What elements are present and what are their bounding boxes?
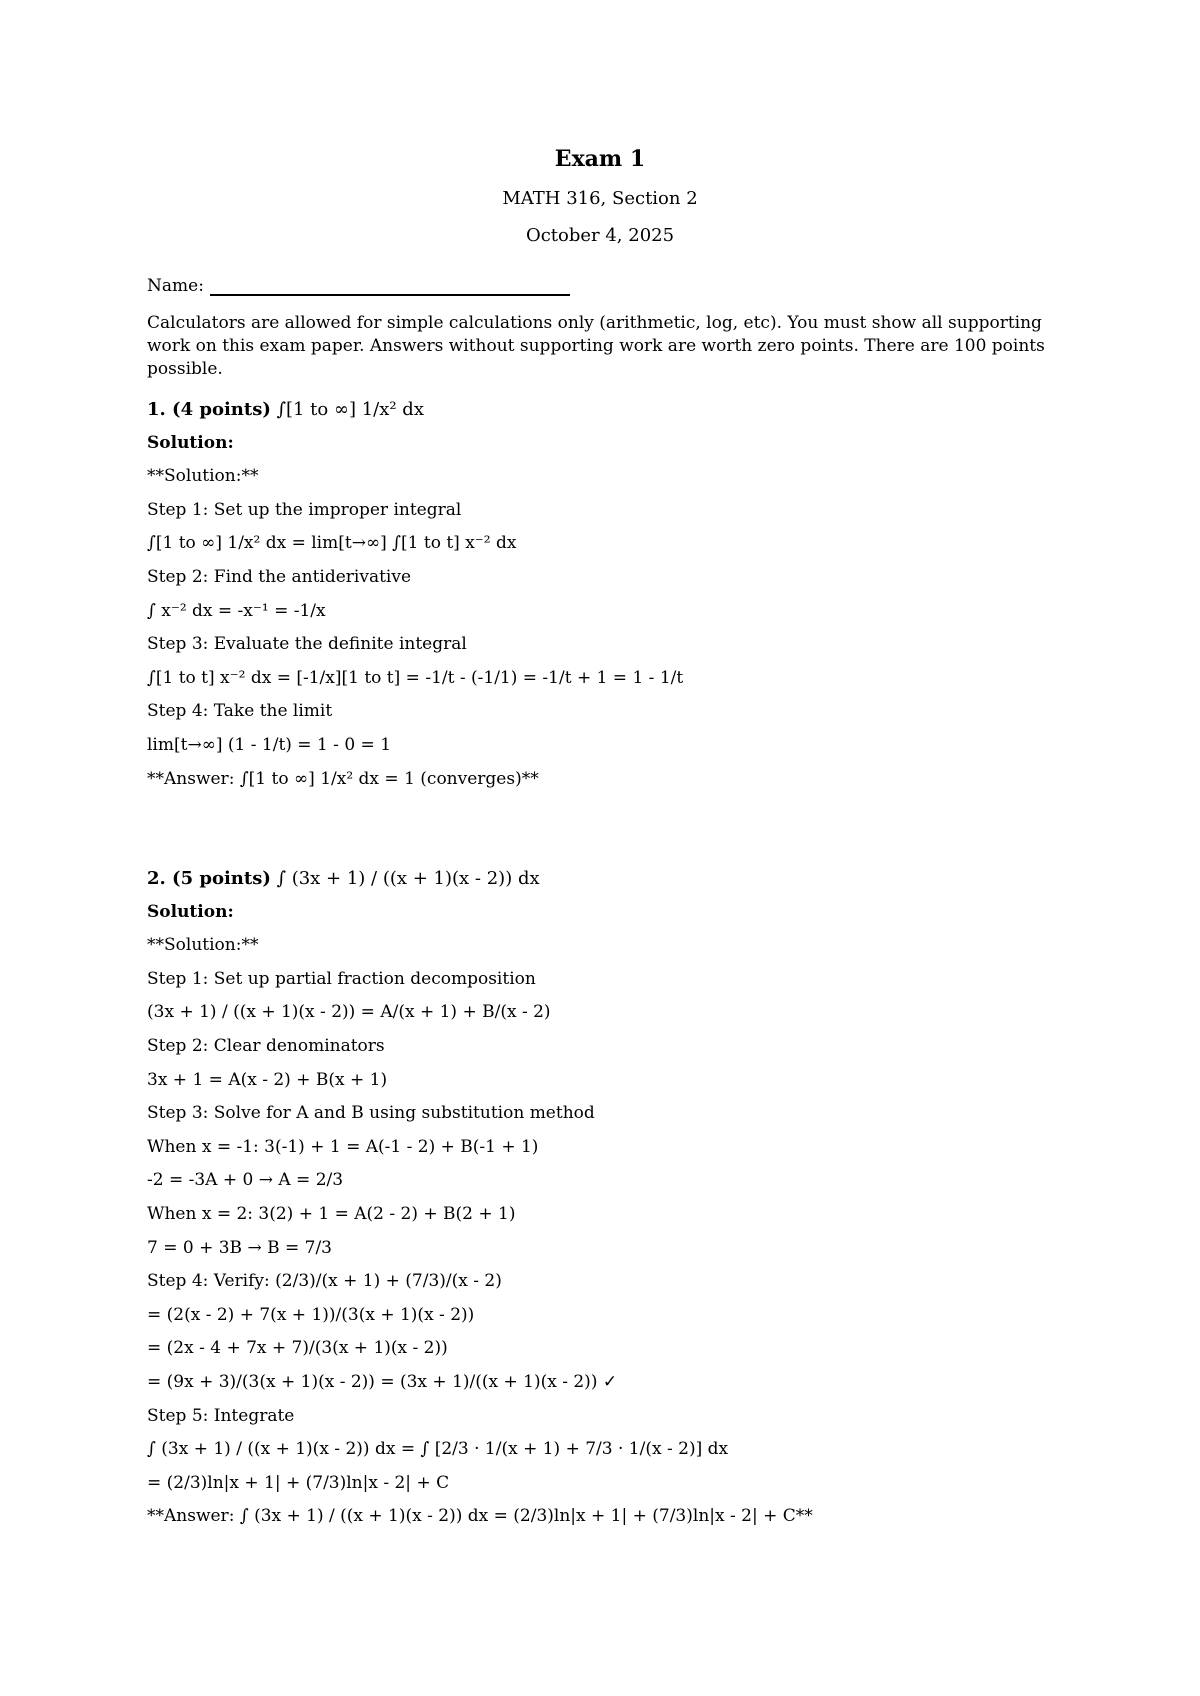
solution-line: = (2x - 4 + 7x + 7)/(3(x + 1)(x - 2)) (147, 1338, 448, 1359)
solution-line: lim[t→∞] (1 - 1/t) = 1 - 0 = 1 (147, 734, 392, 755)
solution-answer: **Answer: ∫[1 to ∞] 1/x² dx = 1 (converges)** (147, 768, 539, 789)
solution-line: When x = 2: 3(2) + 1 = A(2 - 2) + B(2 + 1) (147, 1203, 516, 1224)
solution-line: When x = -1: 3(-1) + 1 = A(-1 - 2) + B(-1 + 1) (147, 1136, 539, 1157)
exam-date: October 4, 2025 (525, 225, 675, 246)
name-label: Name: (147, 276, 204, 296)
name-row (147, 276, 1047, 296)
question-2-prompt: ∫ (3x + 1) / ((x + 1)(x - 2)) dx (276, 868, 540, 889)
solution-line: Step 4: Take the limit (147, 701, 333, 722)
solution-line: 3x + 1 = A(x - 2) + B(x + 1) (147, 1069, 388, 1090)
instructions: Calculators are allowed for simple calculations only (arithmetic, log, etc). You must show all supporting work on this exam paper. Answers without supporting work are worth zero points. There are 100 points possible. (147, 313, 1045, 379)
exam-title: Exam 1 (554, 146, 646, 172)
solution-line: (3x + 1) / ((x + 1)(x - 2)) = A/(x + 1) + B/(x - 2) (147, 1002, 551, 1023)
question-1-solution-label: Solution: (147, 432, 234, 453)
question-2-solution-label: Solution: (147, 901, 234, 922)
solution-line: Step 4: Verify: (2/3)/(x + 1) + (7/3)/(x - 2) (147, 1271, 502, 1292)
question-2 (147, 862, 1067, 1534)
solution-line: ∫ (3x + 1) / ((x + 1)(x - 2)) dx = ∫ [2/3 · 1/(x + 1) + 7/3 · 1/(x - 2)] dx (147, 1439, 729, 1460)
solution-line: -2 = -3A + 0 → A = 2/3 (147, 1170, 344, 1191)
solution-line: ∫[1 to ∞] 1/x² dx = lim[t→∞] ∫[1 to t] x⁻² dx (147, 533, 517, 554)
course-line: MATH 316, Section 2 (502, 188, 698, 209)
question-2-heading (147, 862, 1067, 896)
solution-line: Step 1: Set up the improper integral (147, 499, 462, 520)
solution-line: 7 = 0 + 3B → B = 7/3 (147, 1237, 332, 1258)
solution-line: Step 2: Clear denominators (147, 1035, 385, 1056)
solution-line: Step 1: Set up partial fraction decomposition (147, 968, 536, 989)
solution-line: Step 2: Find the antiderivative (147, 566, 412, 587)
solution-answer: **Answer: ∫ (3x + 1) / ((x + 1)(x - 2)) dx = (2/3)ln|x + 1| + (7/3)ln|x - 2| + C** (147, 1506, 813, 1527)
solution-line: Step 3: Evaluate the definite integral (147, 634, 467, 655)
solution-line: Step 5: Integrate (147, 1405, 295, 1426)
solution-line: ∫ x⁻² dx = -x⁻¹ = -1/x (147, 600, 326, 621)
name-blank-line[interactable] (210, 276, 570, 296)
solution-line: = (9x + 3)/(3(x + 1)(x - 2)) = (3x + 1)/((x + 1)(x - 2)) ✓ (147, 1371, 618, 1392)
question-1-prompt: ∫[1 to ∞] 1/x² dx (276, 399, 424, 420)
solution-line: ∫[1 to t] x⁻² dx = [-1/x][1 to t] = -1/t - (-1/1) = -1/t + 1 = 1 - 1/t (147, 667, 684, 688)
question-1 (147, 393, 1067, 796)
question-1-heading (147, 393, 1067, 427)
question-2-label: 2. (5 points) (147, 868, 271, 889)
solution-line: **Solution:** (147, 935, 259, 956)
solution-line: = (2(x - 2) + 7(x + 1))/(3(x + 1)(x - 2)) (147, 1304, 475, 1325)
question-1-label: 1. (4 points) (147, 399, 271, 420)
solution-line: **Solution:** (147, 466, 259, 487)
solution-line: = (2/3)ln|x + 1| + (7/3)ln|x - 2| + C (147, 1472, 450, 1493)
solution-line: Step 3: Solve for A and B using substitution method (147, 1103, 595, 1124)
